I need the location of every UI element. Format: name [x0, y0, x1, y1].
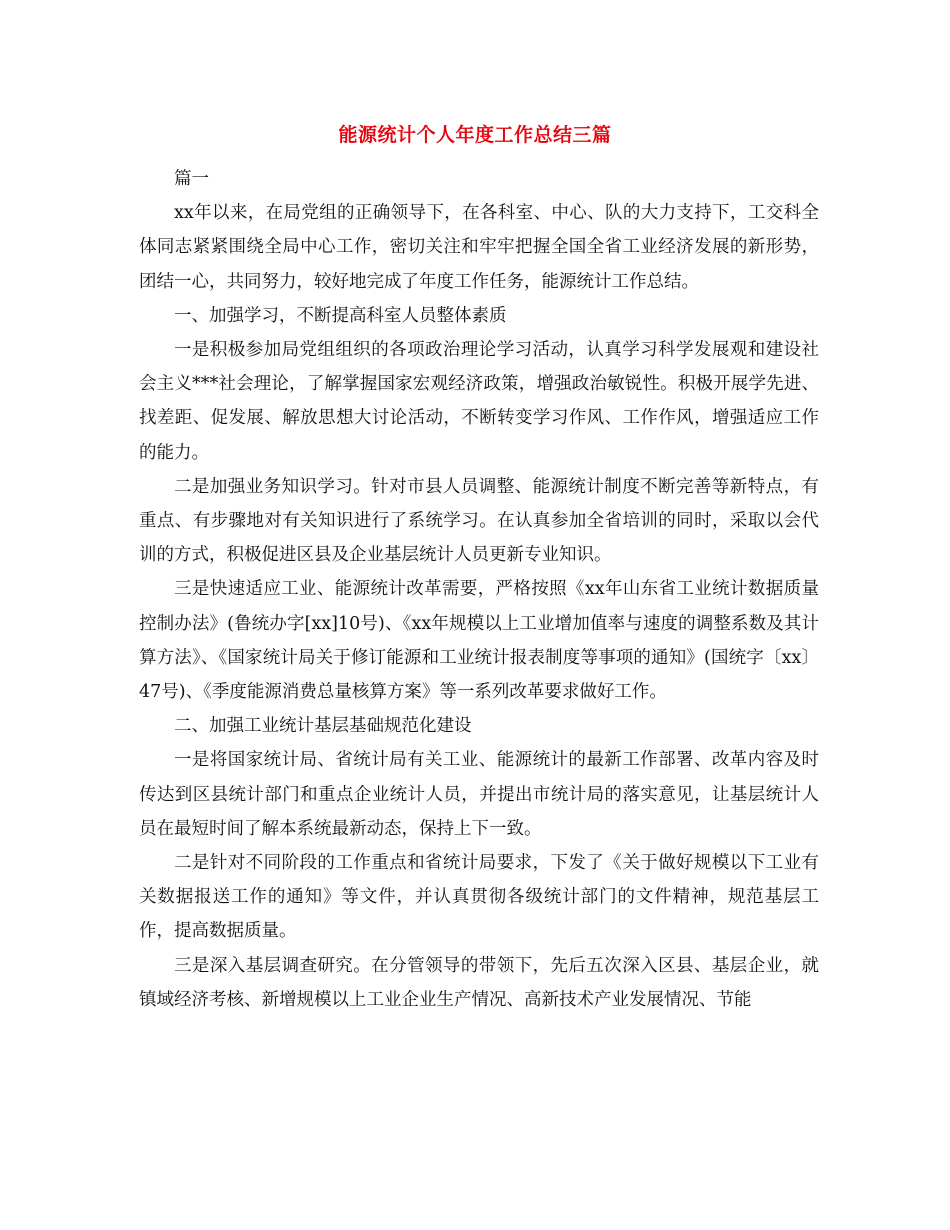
section-heading: 二、加强工业统计基层基础规范化建设: [174, 716, 472, 737]
document-title: 能源统计个人年度工作总结三篇: [338, 124, 612, 146]
section-heading: 一、加强学习，不断提高科室人员整体素质: [174, 305, 507, 326]
paragraph: 三是快速适应工业、能源统计改革需要，严格按照《xx年山东省工业统计数据质量控制办法》(鲁统办字[xx]10号)、《xx年规模以上工业增加值率与速度的调整系数及其计算方法》、《国家统计局关于修订能源和工业统计报表制度等事项的通知》(国统字〔xx〕47号)、《季度能源消费总量核算方案》等一系列改革要求做好工作。: [139, 579, 819, 703]
paragraph: 三是深入基层调查研究。在分管领导的带领下，先后五次深入区县、基层企业，就镇域经济考核、新增规模以上工业企业生产情况、高新技术产业发展情况、节能: [139, 955, 819, 1010]
section-label: 篇一: [174, 169, 209, 189]
document-body: [139, 162, 819, 1017]
paragraph: 二是加强业务知识学习。针对市县人员调整、能源统计制度不断完善等新特点，有重点、有步骤地对有关知识进行了系统学习。在认真参加全省培训的同时，采取以会代训的方式，积极促进区县及企业基层统计人员更新专业知识。: [139, 476, 819, 566]
paragraph: 一是将国家统计局、省统计局有关工业、能源统计的最新工作部署、改革内容及时传达到区县统计部门和重点企业统计人员，并提出市统计局的落实意见，让基层统计人员在最短时间了解本系统最新动态，保持上下一致。: [139, 750, 819, 839]
paragraph: xx年以来，在局党组的正确领导下，在各科室、中心、队的大力支持下，工交科全体同志紧紧围绕全局中心工作，密切关注和牢牢把握全国全省工业经济发展的新形势，团结一心，共同努力，较好地完成了年度工作任务，能源统计工作总结。: [139, 203, 819, 292]
paragraph: 一是积极参加局党组组织的各项政治理论学习活动，认真学习科学发展观和建设社会主义***社会理论，了解掌握国家宏观经济政策，增强政治敏锐性。积极开展学先进、找差距、促发展、解放思想大讨论活动，不断转变学习作风、工作作风，增强适应工作的能力。: [139, 340, 819, 463]
paragraph: 二是针对不同阶段的工作重点和省统计局要求，下发了《关于做好规模以下工业有关数据报送工作的通知》等文件，并认真贯彻各级统计部门的文件精神，规范基层工作，提高数据质量。: [139, 853, 819, 942]
